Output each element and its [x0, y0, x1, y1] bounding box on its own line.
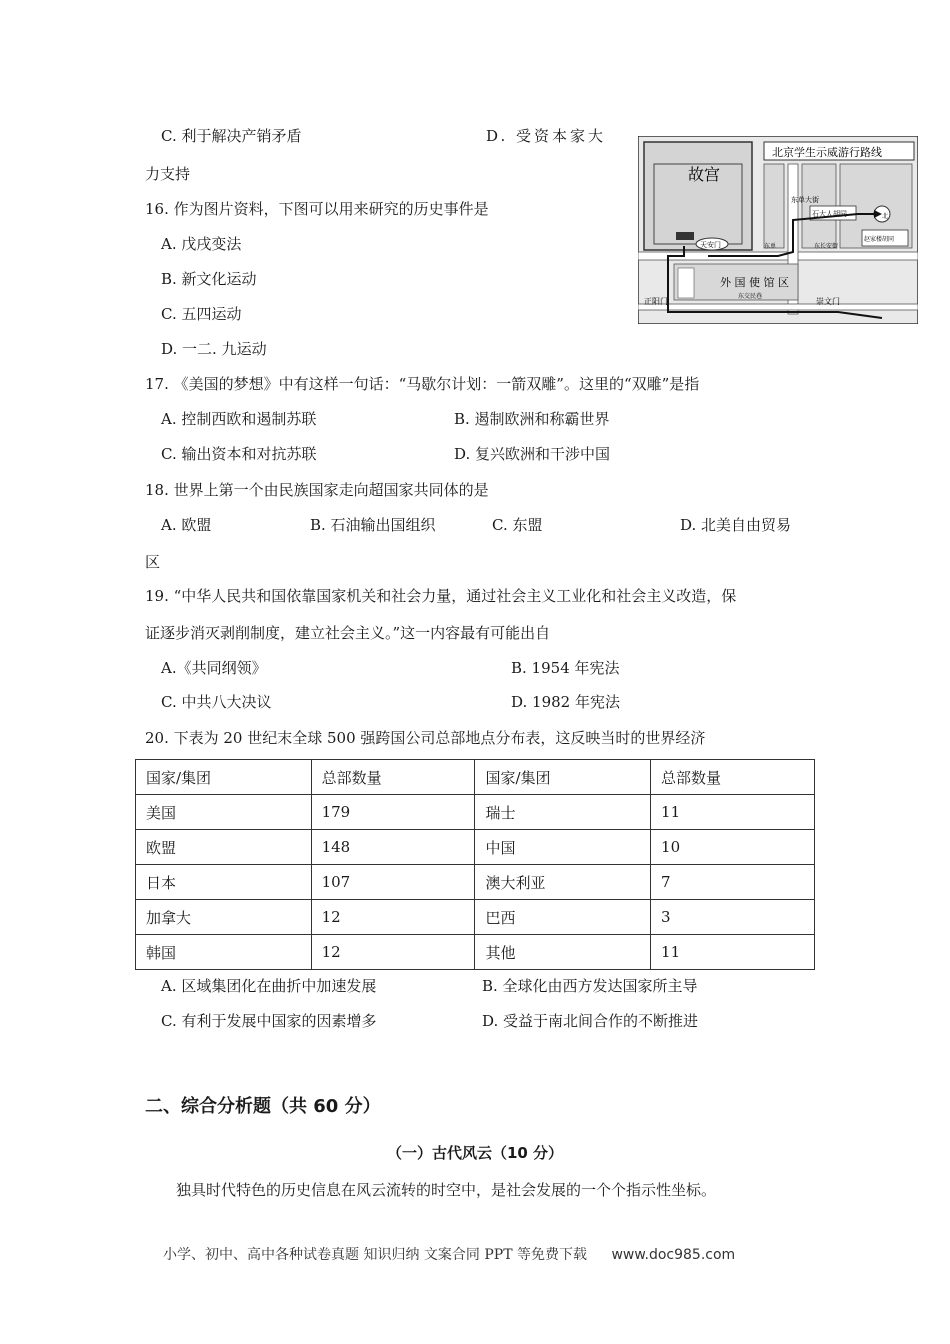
q19-option-c: C. 中共八大决议	[161, 693, 272, 711]
protest-route-map	[638, 136, 918, 324]
q17-option-c: C. 输出资本和对抗苏联	[161, 445, 317, 463]
table-cell: 加拿大	[136, 900, 312, 935]
q19-stem-line1: 19. “中华人民共和国依靠国家机关和社会力量，通过社会主义工业化和社会主义改造，保	[145, 587, 737, 605]
q18-option-d-cont: 区	[145, 553, 161, 571]
dongdan-label: 东单	[764, 243, 777, 250]
table-cell: 3	[651, 900, 815, 935]
q18-stem: 18. 世界上第一个由民族国家走向超国家共同体的是	[145, 481, 489, 499]
dongshi-label: 东单大街	[791, 196, 819, 204]
table-cell: 107	[311, 865, 475, 900]
hq-distribution-table	[135, 759, 815, 970]
section-intro: 独具时代特色的历史信息在风云流转的时空中，是社会发展的一个个指示性坐标。	[176, 1181, 717, 1199]
legation-label: 外 国 使 馆 区	[720, 276, 789, 289]
table-cell: 美国	[136, 795, 312, 830]
table-cell: 7	[651, 865, 815, 900]
table-row	[136, 935, 815, 970]
q20-option-d: D. 受益于南北间合作的不断推进	[482, 1012, 699, 1030]
q20-stem: 20. 下表为 20 世纪末全球 500 强跨国公司总部地点分布表，这反映当时的世界经济	[145, 729, 706, 747]
table-header: 国家/集团	[475, 760, 651, 795]
chongwen-label: 崇文门	[816, 297, 840, 306]
table-cell: 12	[311, 935, 475, 970]
q16-option-a: A. 戊戌变法	[161, 235, 242, 253]
table-cell: 澳大利亚	[475, 865, 651, 900]
q17-stem: 17. 《美国的梦想》中有这样一句话：“马歇尔计划：一箭双雕”。这里的“双雕”是指	[145, 375, 700, 393]
q16-stem: 16. 作为图片资料，下图可以用来研究的历史事件是	[145, 200, 489, 218]
north-mark: 北	[882, 213, 889, 220]
section-title: 二、综合分析题（共 60 分）	[145, 1096, 381, 1117]
q19-option-b: B. 1954 年宪法	[511, 659, 620, 677]
table-header: 总部数量	[651, 760, 815, 795]
table-header: 总部数量	[311, 760, 475, 795]
table-cell: 11	[651, 795, 815, 830]
section-subtitle: （一）古代风云（10 分）	[386, 1144, 564, 1162]
shidaren-label: 石大人胡同	[812, 210, 847, 218]
q19-option-a: A.《共同纲领》	[161, 659, 267, 677]
q20-option-c: C. 有利于发展中国家的因素增多	[161, 1012, 377, 1030]
table-cell: 中国	[475, 830, 651, 865]
table-cell: 148	[311, 830, 475, 865]
table-cell: 179	[311, 795, 475, 830]
table-cell: 11	[651, 935, 815, 970]
table-header-row	[136, 760, 815, 795]
dongchang-label: 东长安街	[814, 243, 839, 250]
table-cell: 欧盟	[136, 830, 312, 865]
q16-option-b: B. 新文化运动	[161, 270, 257, 288]
gugong-block	[644, 142, 752, 250]
q16-option-d: D. 一二. 九运动	[161, 340, 267, 358]
zhaojialou-label: 赵家楼胡同	[864, 236, 895, 243]
q17-option-d: D. 复兴欧洲和干涉中国	[454, 445, 611, 463]
tiananmen-label: 天安门	[700, 241, 721, 249]
footer-url[interactable]: www.doc985.com	[611, 1247, 736, 1263]
table-row	[136, 865, 815, 900]
table-cell: 12	[311, 900, 475, 935]
qianmen-label: 正阳门	[644, 297, 668, 306]
q20-option-b: B. 全球化由西方发达国家所主导	[482, 977, 698, 995]
jiaomin-label: 东交民巷	[738, 293, 763, 300]
table-header: 国家/集团	[136, 760, 312, 795]
table-row	[136, 900, 815, 935]
map-title: 北京学生示威游行路线	[772, 146, 882, 159]
table-cell: 瑞士	[475, 795, 651, 830]
q18-option-c: C. 东盟	[492, 516, 543, 534]
page-footer	[163, 1244, 735, 1264]
table-cell: 其他	[475, 935, 651, 970]
q17-option-a: A. 控制西欧和遏制苏联	[161, 410, 317, 428]
q19-stem-line2: 证逐步消灭剥削制度，建立社会主义。”这一内容最有可能出自	[145, 624, 551, 642]
q15-option-c: C. 利于解决产销矛盾	[161, 127, 302, 145]
q15-option-d-cont: 力支持	[145, 165, 191, 183]
table-row	[136, 830, 815, 865]
q15-option-d: D. 受资本家大	[486, 127, 607, 145]
q18-option-b: B. 石油输出国组织	[310, 516, 436, 534]
gugong-label: 故宫	[688, 165, 721, 184]
q18-option-a: A. 欧盟	[161, 516, 212, 534]
table-cell: 日本	[136, 865, 312, 900]
table-cell: 10	[651, 830, 815, 865]
table-cell: 巴西	[475, 900, 651, 935]
footer-text: 小学、初中、高中各种试卷真题 知识归纳 文案合同 PPT 等免费下载	[163, 1247, 587, 1263]
q19-option-d: D. 1982 年宪法	[511, 693, 620, 711]
table-cell: 韩国	[136, 935, 312, 970]
table-row	[136, 795, 815, 830]
q16-option-c: C. 五四运动	[161, 305, 242, 323]
q20-option-a: A. 区域集团化在曲折中加速发展	[161, 977, 377, 995]
q18-option-d: D. 北美自由贸易	[680, 516, 792, 534]
q17-option-b: B. 遏制欧洲和称霸世界	[454, 410, 610, 428]
